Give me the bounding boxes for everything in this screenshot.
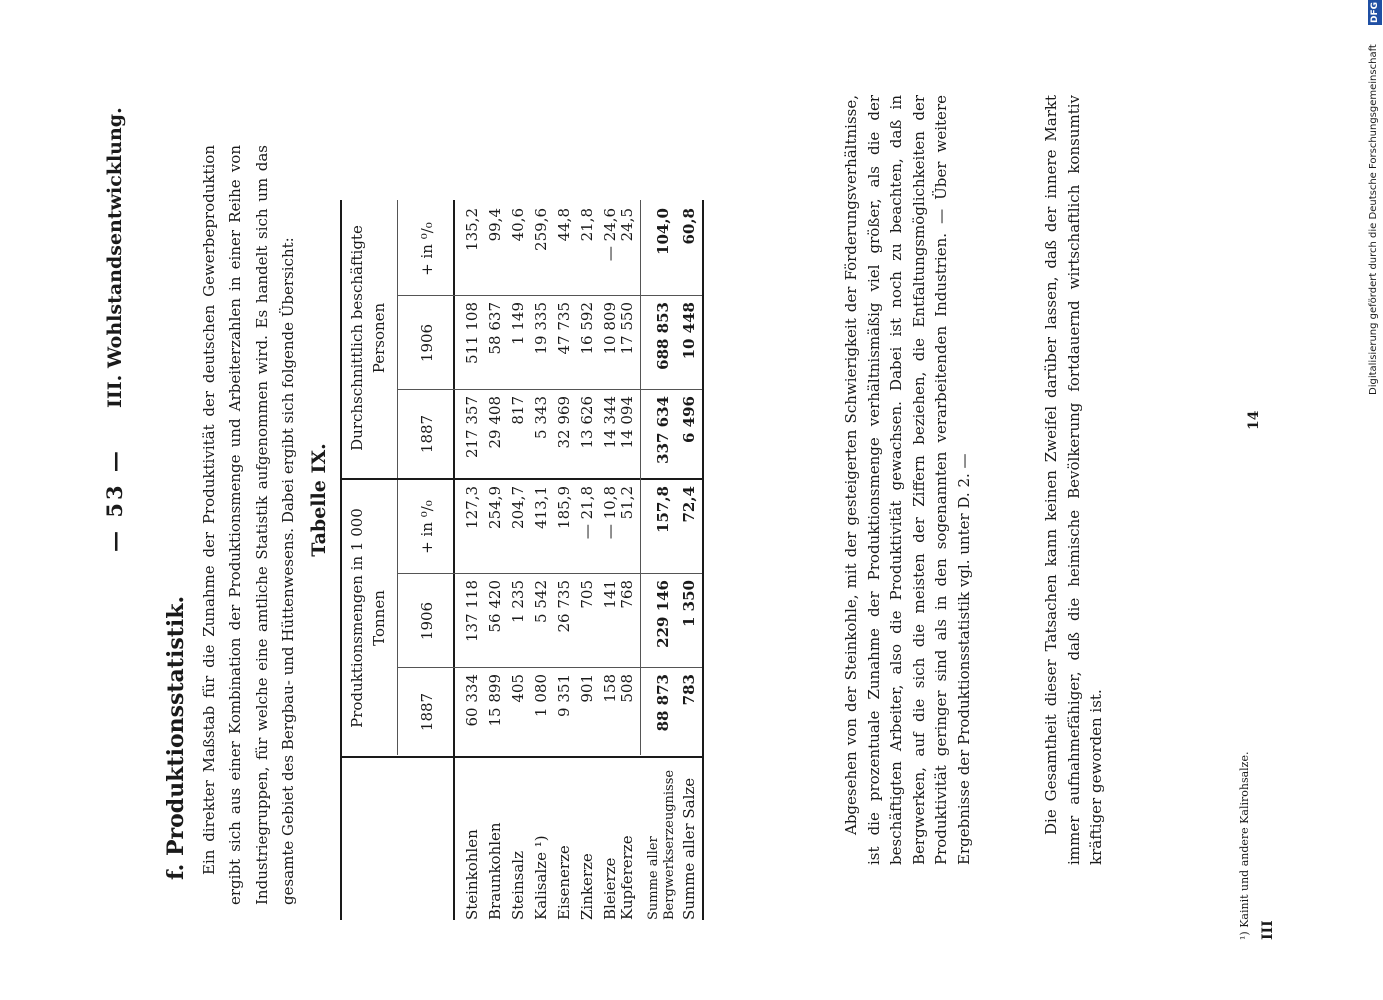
cell-w1906: 19 335: [532, 302, 550, 355]
cell-w1887: 5 343: [532, 396, 550, 439]
cell-wpct: 104,0: [654, 208, 672, 255]
cell-wpct: 24,5: [618, 208, 636, 242]
cell-w1887: 14 094: [618, 396, 636, 449]
cell-ppct: 204,7: [509, 486, 527, 529]
cell-w1906: 16 592: [578, 302, 596, 355]
row-label: Eisenerze: [555, 845, 573, 920]
row-label: Zinkerze: [578, 853, 596, 920]
cell-p1906: 137 118: [463, 580, 481, 643]
cell-p1887: 15 899: [486, 674, 504, 727]
table-top-rule: [340, 200, 342, 920]
cell-w1887: 337 634: [654, 396, 672, 464]
cell-p1906: 1 350: [680, 580, 698, 627]
cell-wpct: 99,4: [486, 208, 504, 242]
paragraph-2: [840, 95, 975, 865]
signature-mark: III: [1260, 920, 1276, 940]
cell-ppct: 51,2: [618, 486, 636, 520]
dfg-logo: DFG: [1370, 2, 1380, 24]
cell-w1887: 14 344: [601, 396, 619, 449]
intro-text: Ein direkter Maßstab für die Zunahme der Produktivität der deutschen Gewerbeproduktion ergibt sich aus einer Kombination der Produktionsmenge und Arbeiterzahlen in einer Reihe von Industriegruppen, für welche eine amtliche Statistik aufgenommen wird. Es handelt sich um das gesamte Gebiet des Bergbau- und Hüttenwesens. Dabei ergibt sich folgende Übersicht:: [200, 145, 298, 905]
cell-p1887: 405: [509, 674, 527, 703]
paragraph-3-text: Die Gesamtheit dieser Tatsachen kann keinen Zweifel darüber lassen, daß der innere Markt immer aufnahmefähiger, daß die heimische Bevölkerung fortdauernd wirtschaftlich konsumtiv kräftiger geworden ist.: [1042, 95, 1105, 865]
cell-w1887: 217 357: [463, 396, 481, 459]
header-bottom-rule: [453, 200, 455, 920]
cell-ppct: — 10,8: [601, 486, 619, 540]
cell-p1906: 229 146: [654, 580, 672, 648]
cell-wpct: 259,6: [532, 208, 550, 251]
summary-row: [646, 200, 680, 920]
cell-ppct: 185,9: [555, 486, 573, 529]
cell-ppct: 157,8: [654, 486, 672, 533]
cell-p1887: 60 334: [463, 674, 481, 727]
cell-w1906: 10 448: [680, 302, 698, 360]
row-label: Summe aller Bergwerkserzeugnisse: [646, 769, 677, 920]
running-head: III. Wohlstandsentwicklung.: [104, 107, 126, 408]
table-row: [555, 200, 577, 920]
cell-ppct: 413,1: [532, 486, 550, 529]
cell-wpct: 40,6: [509, 208, 527, 242]
digitization-note: Digitalisierung gefördert durch die Deutsche Forschungsgemeinschaft: [1368, 44, 1379, 395]
cell-p1906: 705: [578, 580, 596, 609]
table-bottom-rule: [702, 200, 704, 920]
cell-w1906: 511 108: [463, 302, 481, 365]
summary-divider-rule: [640, 200, 641, 755]
cell-w1887: 6 496: [680, 396, 698, 443]
cell-w1906: 58 637: [486, 302, 504, 355]
production-group-header: Produktionsmengen in 1 000 Tonnen: [348, 508, 388, 728]
cell-p1887: 901: [578, 674, 596, 703]
cell-p1906: 26 735: [555, 580, 573, 633]
page-number: — 53 —: [102, 448, 127, 552]
col-header-1887: 1887: [418, 414, 436, 454]
cell-ppct: 254,9: [486, 486, 504, 529]
sheet-number: 14: [1246, 410, 1262, 430]
table-row: [618, 200, 640, 920]
paragraph-2-text: Abgesehen von der Steinkohle, mit der gesteigerten Schwierigkeit der Förderungsverhältnisse, ist die prozentuale Zunahme der Produktionsmenge verhältnismäßig viel größer, als die der beschäftigten Arbeiter, also die Produktivität gewachsen. Dabei ist noch zu beachten, daß in Bergwerken, auf die sich die meisten der Ziffern beziehen, die Entfaltungsmöglichkeiten der Produktivität geringer sind als in den sogenannten verarbeitenden Industrien. — Über weitere Ergebnisse der Produktionsstatistik vgl. unter D. 2. —: [842, 95, 973, 865]
intro-paragraph: [196, 145, 302, 905]
cell-ppct: — 21,8: [578, 486, 596, 540]
production-table: [340, 200, 730, 920]
cell-ppct: 72,4: [680, 486, 698, 523]
cell-w1906: 688 853: [654, 302, 672, 370]
cell-p1906: 1 235: [509, 580, 527, 623]
cell-p1887: 1 080: [532, 674, 550, 717]
cell-p1906: 56 420: [486, 580, 504, 633]
cell-p1887: 783: [680, 674, 698, 706]
row-label: Bleierze: [601, 857, 619, 920]
row-label: Steinkohlen: [463, 829, 481, 920]
col-header-1887: 1887: [418, 692, 436, 732]
col-header-pct: + in ⁰/₀: [418, 222, 436, 276]
cell-p1906: 5 542: [532, 580, 550, 623]
cell-w1906: 17 550: [618, 302, 636, 355]
table-row: [463, 200, 485, 920]
cell-p1906: 141: [601, 580, 619, 609]
cell-p1887: 88 873: [654, 674, 672, 732]
table-row: [578, 200, 600, 920]
footnote: ¹) Kainit und andere Kalirohsalze.: [1238, 751, 1251, 940]
table-row: [509, 200, 531, 920]
cell-p1906: 768: [618, 580, 636, 609]
cell-p1887: 158: [601, 674, 619, 703]
section-title: f. Produktionsstatistik.: [163, 595, 189, 880]
cell-w1906: 47 735: [555, 302, 573, 355]
cell-wpct: 60,8: [680, 208, 698, 245]
cell-w1906: 10 809: [601, 302, 619, 355]
cell-ppct: 127,3: [463, 486, 481, 529]
row-label: Kalisalze ¹): [532, 835, 550, 920]
cell-p1887: 9 351: [555, 674, 573, 717]
row-label: Summe aller Salze: [680, 777, 698, 920]
row-label: Braunkohlen: [486, 822, 504, 920]
col-header-1906: 1906: [418, 601, 436, 641]
cell-w1906: 1 149: [509, 302, 527, 345]
col-header-pct: + in ⁰/₀: [418, 500, 436, 554]
table-row: [532, 200, 554, 920]
cell-wpct: 135,2: [463, 208, 481, 251]
row-label: Steinsalz: [509, 851, 527, 920]
cell-w1887: 13 626: [578, 396, 596, 449]
cell-w1887: 817: [509, 396, 527, 425]
workers-group-header: Durchschnittlich beschäftigte Personen: [348, 225, 388, 451]
cell-wpct: 44,8: [555, 208, 573, 242]
table-title: Tabelle IX.: [308, 443, 330, 557]
paragraph-3: [1040, 95, 1108, 865]
cell-w1887: 29 408: [486, 396, 504, 449]
summary-row: [680, 200, 702, 920]
cell-wpct: 21,8: [578, 208, 596, 242]
row-label: Kupfererze: [618, 835, 636, 920]
cell-p1887: 508: [618, 674, 636, 703]
col-header-1906: 1906: [418, 323, 436, 363]
cell-wpct: — 24,6: [601, 208, 619, 262]
table-row: [486, 200, 508, 920]
cell-w1887: 32 969: [555, 396, 573, 449]
